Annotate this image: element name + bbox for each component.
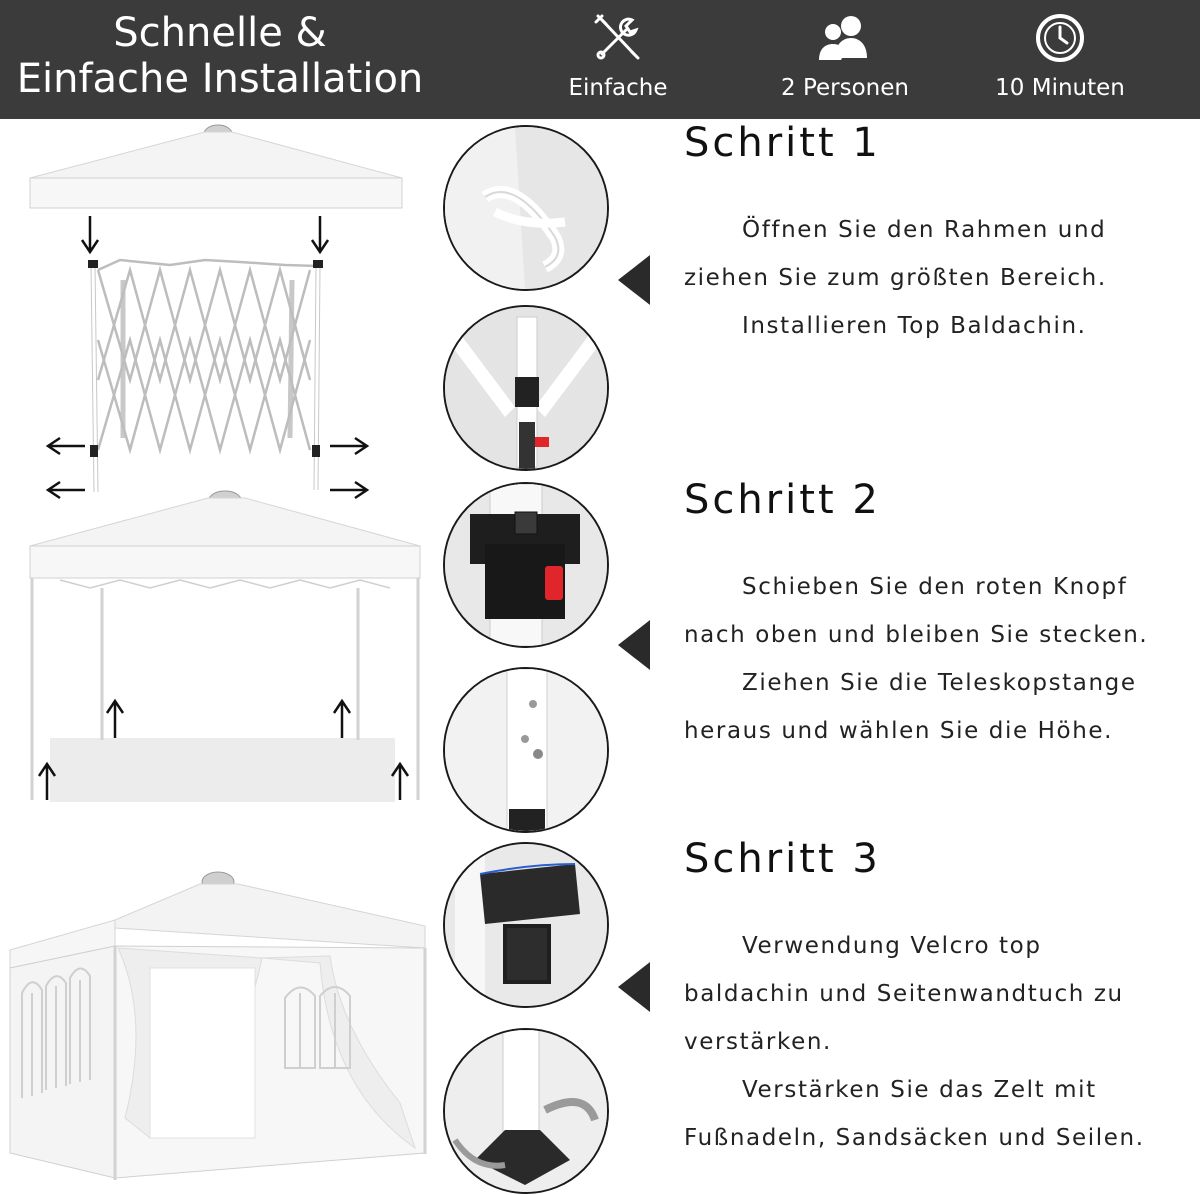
title-line-1: Schnelle & <box>113 10 327 56</box>
step-3-line-2: baldachin und Seitenwandtuch zu <box>684 981 1124 1007</box>
step-2-line-2: nach oben und bleiben Sie stecken. <box>684 622 1149 648</box>
tools-icon <box>592 12 644 64</box>
frame-unfold-illustration <box>0 120 440 500</box>
feature-persons-label: 2 Personen <box>781 75 909 101</box>
people-icon <box>815 12 875 64</box>
step-3-line-3: verstärken. <box>684 1029 832 1055</box>
step-1-line-1: Öffnen Sie den Rahmen und <box>742 217 1107 243</box>
detail-foot-plate <box>443 1028 609 1194</box>
feature-easy <box>548 12 688 112</box>
feature-persons <box>760 12 930 112</box>
step-3-line-5: Fußnadeln, Sandsäcken und Seilen. <box>684 1125 1145 1151</box>
step-3-text <box>684 922 1194 1162</box>
tent-sidewalls-illustration <box>0 868 440 1188</box>
detail-velcro-strap <box>443 842 609 1008</box>
step-1-title: Schritt 1 <box>684 120 881 166</box>
feature-easy-label: Einfache <box>568 75 668 101</box>
pointer-triangle-3 <box>618 962 650 1012</box>
step-2-text <box>684 563 1194 755</box>
pointer-triangle-2 <box>618 620 650 670</box>
step-2-line-3: Ziehen Sie die Teleskopstange <box>742 670 1137 696</box>
raise-legs-illustration <box>0 488 440 808</box>
pointer-triangle-1 <box>618 255 650 305</box>
step-3-title: Schritt 3 <box>684 836 881 882</box>
step-1-line-3: Installieren Top Baldachin. <box>742 313 1087 339</box>
feature-time <box>975 12 1145 112</box>
step-1-line-2: ziehen Sie zum größten Bereich. <box>684 265 1107 291</box>
header-bar <box>0 0 1200 119</box>
page-title <box>0 10 440 102</box>
step-2-line-4: heraus und wählen Sie die Höhe. <box>684 718 1114 744</box>
step-3-line-4: Verstärken Sie das Zelt mit <box>742 1077 1097 1103</box>
step-1-text <box>684 206 1194 350</box>
detail-canopy-strap <box>443 125 609 291</box>
detail-telescopic-pole <box>443 667 609 833</box>
step-2-title: Schritt 2 <box>684 477 881 523</box>
feature-time-label: 10 Minuten <box>995 75 1125 101</box>
detail-red-button <box>443 482 609 648</box>
detail-frame-joint <box>443 305 609 471</box>
step-2-line-1: Schieben Sie den roten Knopf <box>742 574 1128 600</box>
title-line-2: Einfache Installation <box>16 56 424 102</box>
clock-icon <box>1034 12 1086 64</box>
step-3-line-1: Verwendung Velcro top <box>742 933 1042 959</box>
